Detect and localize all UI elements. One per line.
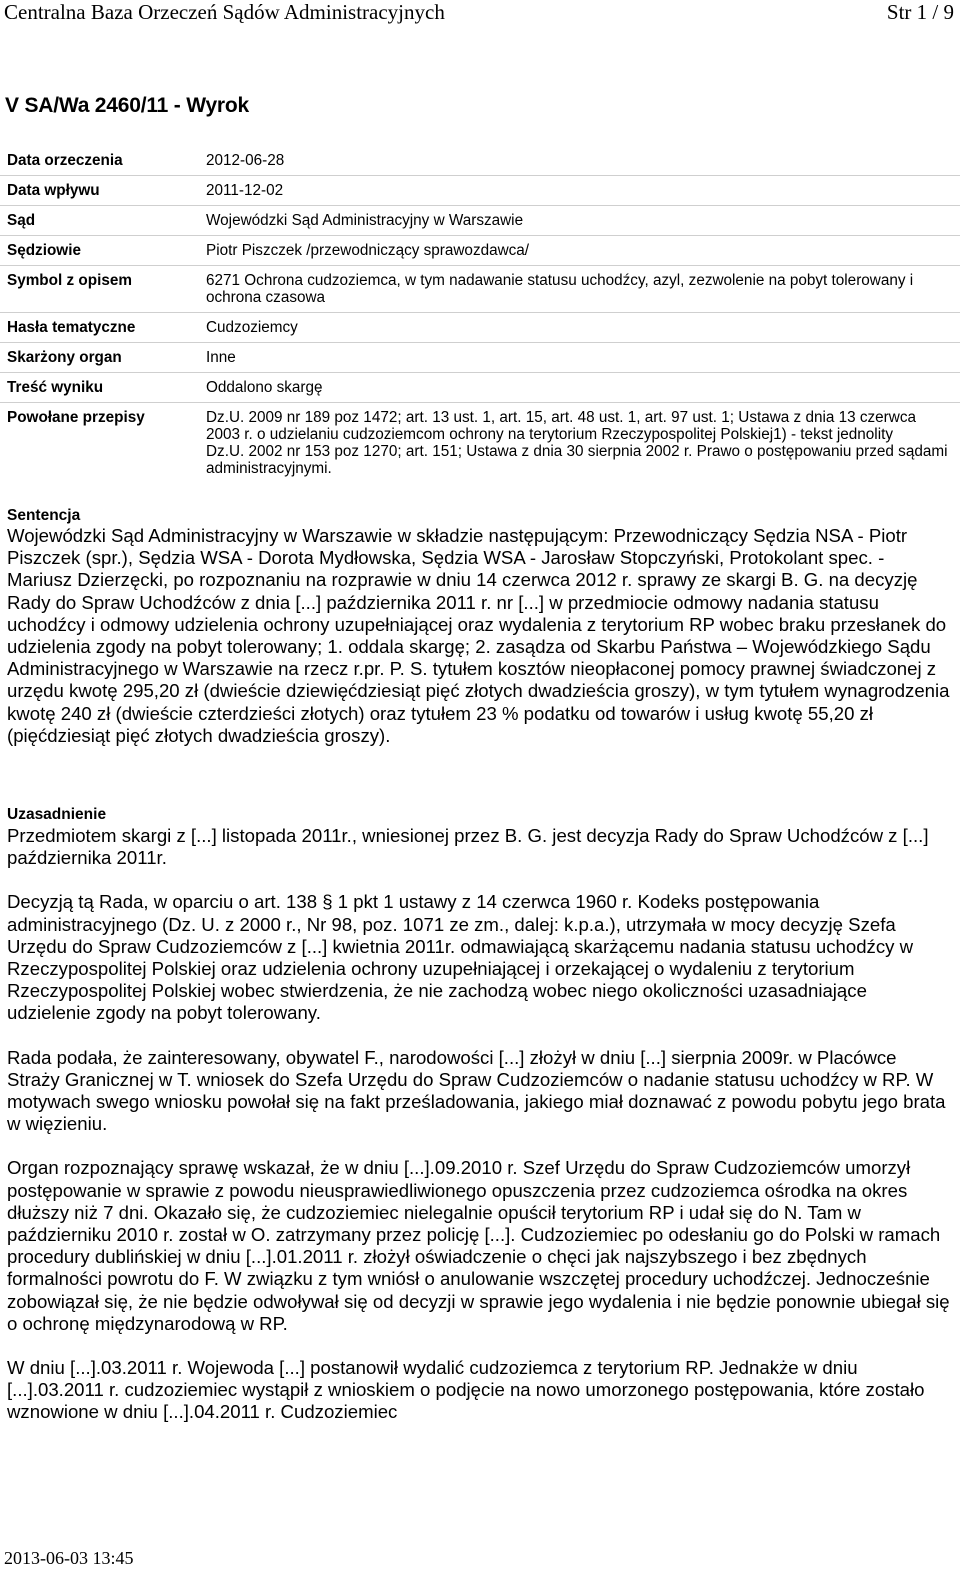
uzasadnienie-paragraph: W dniu [...].03.2011 r. Wojewoda [...] postanowił wydalić cudzoziemca z terytorium RP. Jednakże w dniu [...].03.2011 r. cudzoziemiec wystąpił z wnioskiem o podjęcie na nowo umorzonego postępowania, które zostało wznowione w dniu [...].04.2011 r. Cudzoziemiec [7, 1357, 925, 1423]
metadata-label: Data orzeczenia [7, 152, 123, 169]
metadata-value: 2012-06-28 [206, 152, 285, 169]
metadata-row [0, 373, 960, 403]
metadata-label: Sędziowie [0, 236, 197, 266]
metadata-label: Symbol z opisem [0, 266, 197, 313]
metadata-row [0, 176, 960, 206]
metadata-value: 2011-12-02 [197, 176, 960, 206]
metadata-value: Oddalono skargę [197, 373, 960, 403]
metadata-row [0, 206, 960, 236]
uzasadnienie-paragraph: Decyzją tą Rada, w oparciu o art. 138 § 1 pkt 1 ustawy z 14 czerwca 1960 r. Kodeks postępowania administracyjnego (Dz. U. z 2000 r., Nr 98, poz. 1071 ze zm., dalej: k.p.a.), utrzymała w mocy decyzję Szefa Urzędu do Spraw Cudzoziemców z [...] kwietnia 2011r. odmawiającą skarżącemu nadania statusu uchodźcy w Rzeczypospolitej Polskiej oraz udzielenia ochrony uzupełniającej i orzekającej o wydaleniu z terytorium Rzeczypospolitej Polskiej wobec stwierdzenia, że nie zachodzą wobec niego okoliczności uzasadniające udzielenie zgody na pobyt tolerowany. [7, 891, 914, 1024]
metadata-label: Hasła tematyczne [0, 313, 197, 343]
metadata-label: Treść wyniku [0, 373, 197, 403]
sentencja-paragraph: Wojewódzki Sąd Administracyjny w Warszawie w składzie następującym: Przewodniczący Sędzia NSA - Piotr Piszczek (spr.), Sędzia WSA - Dorota Mydłowska, Sędzia WSA - Jarosław Stopczyński, Protokolant spec. - Mariusz Dzierzęcki, po rozpoznaniu na rozprawie w dniu 14 czerwca 2012 r. sprawy ze skargi B. G. na decyzję Rady do Spraw Uchodźców z dnia [...] października 2011 r. nr [...] w przedmiocie odmowy nadania statusu uchodźcy i odmowy udzielenia ochrony uzupełniającej oraz wydalenia z terytorium RP wobec braku przesłanek do udzielenia zgody na pobyt tolerowany; 1. oddala skargę; 2. zasądza od Skarbu Państwa – Wojewódzkiego Sądu Administracyjnego w Warszawie na rzecz r.pr. P. S. tytułem kosztów nieopłaconej pomocy prawnej świadczonej z urzędu kwotę 295,20 zł (dwieście dziewięćdziesiąt pięć złotych dwadzieścia groszy), w tym tytułem wynagrodzenia kwotę 240 zł (dwieście czterdzieści złotych) oraz tytułem 23 % podatku od towarów i usług kwotę 55,20 zł (pięćdziesiąt pięć złotych dwadzieścia groszy). [7, 525, 950, 746]
cited-provision: Dz.U. 2002 nr 153 poz 1270; art. 151; Ustawa z dnia 30 sierpnia 2002 r. Prawo o postępowaniu przed sądami administracyjnymi. [206, 443, 948, 477]
uzasadnienie-heading: Uzasadnienie [7, 806, 107, 823]
metadata-value: Piotr Piszczek /przewodniczący sprawozdawca/ [197, 236, 960, 266]
metadata-value: 6271 Ochrona cudzoziemca, w tym nadawanie statusu uchodźcy, azyl, zezwolenie na pobyt tolerowany i ochrona czasowa [197, 266, 960, 313]
metadata-row-cited-provisions [0, 403, 960, 484]
uzasadnienie-paragraph: Rada podała, że zainteresowany, obywatel F., narodowości [...] złożył w dniu [...] sierpnia 2009r. w Placówce Straży Granicznej w T. wniosek do Szefa Urzędu do Spraw Cudzoziemców o nadanie statusu uchodźcy w RP. W motywach swego wniosku powołał się na fakt prześladowania, jakiego miał doznawać z powodu pobytu jego brata w więzieniu. [7, 1046, 946, 1135]
metadata-label: Sąd [0, 206, 197, 236]
print-timestamp: 2013-06-03 13:45 [4, 1548, 134, 1568]
metadata-table [0, 146, 960, 483]
metadata-value: Wojewódzki Sąd Administracyjny w Warszawie [197, 206, 960, 236]
metadata-row [0, 236, 960, 266]
document-title: V SA/Wa 2460/11 - Wyrok [5, 94, 250, 117]
metadata-label: Powołane przepisy [0, 403, 197, 484]
metadata-row [0, 146, 960, 176]
sentencja-body [7, 525, 952, 747]
site-title: Centralna Baza Orzeczeń Sądów Administracyjnych [4, 0, 445, 24]
metadata-row [0, 343, 960, 373]
metadata-row [0, 313, 960, 343]
page-indicator: Str 1 / 9 [886, 0, 954, 24]
uzasadnienie-paragraph: Organ rozpoznający sprawę wskazał, że w dniu [...].09.2010 r. Szef Urzędu do Spraw Cudzoziemców umorzył postępowanie w sprawie z powodu nieusprawiedliwionego opuszczenia przez cudzoziemca ośrodka na okres dłuższy niż 7 dni. Okazało się, że cudzoziemiec nielegalnie opuścił terytorium RP i udał się do N. Tam w październiku 2010 r. został w O. zatrzymany przez policję [...]. Cudzoziemiec po odesłaniu go do Polski w ramach procedury dublińskiej w dniu [...].01.2011 r. złożył oświadczenie o chęci jak najszybszego i bez zbędnych formalności powrotu do F. W związku z tym wniósł o anulowanie wszczętej procedury uchodźczej. Jednocześnie zobowiązał się, że nie będzie odwoływał się od decyzji w sprawie jego wydalenia i nie będzie ponownie ubiegał się o ochronę międzynarodową w RP. [7, 1157, 950, 1334]
metadata-row [0, 266, 960, 313]
cited-provisions-value [197, 403, 960, 484]
uzasadnienie-body [7, 825, 952, 1424]
metadata-label: Skarżony organ [0, 343, 197, 373]
metadata-value: Cudzoziemcy [197, 313, 960, 343]
metadata-label: Data wpływu [0, 176, 197, 206]
uzasadnienie-paragraph: Przedmiotem skargi z [...] listopada 2011r., wniesionej przez B. G. jest decyzja Rady do Spraw Uchodźców z [...] października 2011r. [7, 825, 929, 869]
metadata-value: Inne [197, 343, 960, 373]
page-header [4, 0, 956, 24]
sentencja-heading: Sentencja [7, 507, 81, 524]
cited-provision: Dz.U. 2009 nr 189 poz 1472; art. 13 ust. 1, art. 15, art. 48 ust. 1, art. 97 ust. 1; Ustawa z dnia 13 czerwca 2003 r. o udzielaniu cudzoziemcom ochrony na terytorium Rzeczypospolitej Polskiej1) - tekst jednolity [206, 409, 916, 443]
